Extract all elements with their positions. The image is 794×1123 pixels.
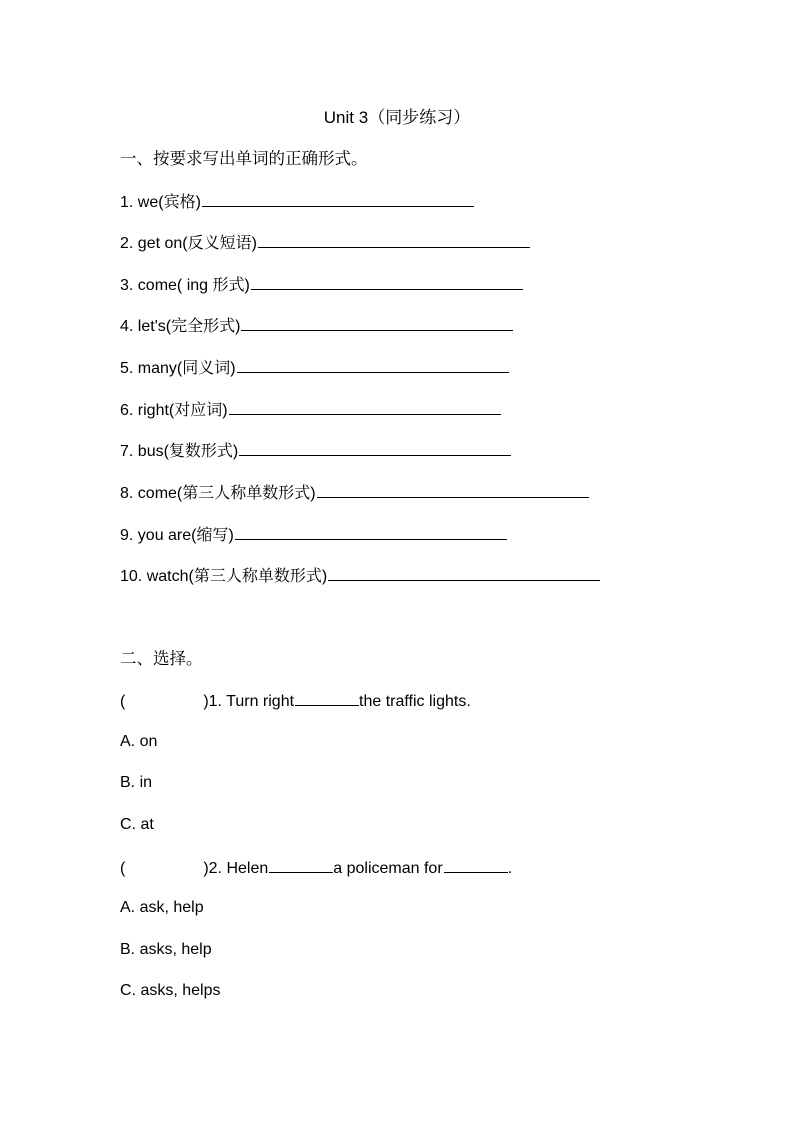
fill-item-label: 9. you are(缩写) [120, 527, 234, 544]
fill-item-2 [120, 231, 530, 255]
option-b[interactable]: B. asks, help [120, 941, 212, 958]
fill-item-9 [120, 523, 507, 547]
fill-item-3 [120, 273, 523, 297]
answer-blank[interactable] [251, 273, 523, 290]
answer-blank[interactable] [328, 564, 600, 581]
choice-question-2 [120, 856, 512, 880]
answer-blank[interactable] [202, 190, 474, 207]
section2-heading: 二、选择。 [120, 650, 203, 668]
answer-blank[interactable] [258, 231, 530, 248]
option-a[interactable]: A. on [120, 733, 158, 750]
option-c[interactable]: C. at [120, 816, 154, 833]
question-blank [444, 856, 508, 873]
answer-blank[interactable] [239, 439, 511, 456]
question-text-end: . [507, 860, 513, 877]
answer-blank[interactable] [317, 481, 589, 498]
fill-item-5 [120, 356, 509, 380]
fill-item-7 [120, 439, 511, 463]
section1-heading: 一、按要求写出单词的正确形式。 [120, 150, 368, 168]
fill-item-label: 1. we(宾格) [120, 194, 201, 211]
question-blank [295, 689, 359, 706]
fill-item-1 [120, 190, 474, 214]
fill-item-label: 6. right(对应词) [120, 402, 228, 419]
fill-item-label: 7. bus(复数形式) [120, 443, 239, 460]
page-title: Unit 3（同步练习） [323, 108, 471, 127]
fill-item-label: 8. come(第三人称单数形式) [120, 485, 316, 502]
option-a[interactable]: A. ask, help [120, 899, 204, 916]
answer-paren-open: ( [120, 860, 126, 877]
question-text: )1. Turn right [203, 693, 295, 710]
answer-blank[interactable] [241, 314, 513, 331]
answer-blank[interactable] [237, 356, 509, 373]
question-text-rest: the traffic lights. [359, 693, 471, 710]
fill-item-8 [120, 481, 589, 505]
fill-item-label: 10. watch(第三人称单数形式) [120, 568, 328, 585]
option-c[interactable]: C. asks, helps [120, 982, 221, 999]
fill-item-label: 4. let's(完全形式) [120, 318, 241, 335]
answer-paren-open: ( [120, 693, 126, 710]
option-b[interactable]: B. in [120, 774, 153, 791]
question-text: )2. Helen [203, 860, 269, 877]
fill-item-4 [120, 314, 513, 338]
question-text-middle: a policeman for [333, 860, 443, 877]
question-blank [269, 856, 333, 873]
fill-item-label: 5. many(同义词) [120, 360, 236, 377]
fill-item-6 [120, 398, 501, 422]
answer-blank[interactable] [235, 523, 507, 540]
fill-item-label: 3. come( ing 形式) [120, 277, 250, 294]
fill-item-10 [120, 564, 600, 588]
answer-blank[interactable] [229, 398, 501, 415]
fill-item-label: 2. get on(反义短语) [120, 235, 257, 252]
choice-question-1 [120, 689, 471, 713]
